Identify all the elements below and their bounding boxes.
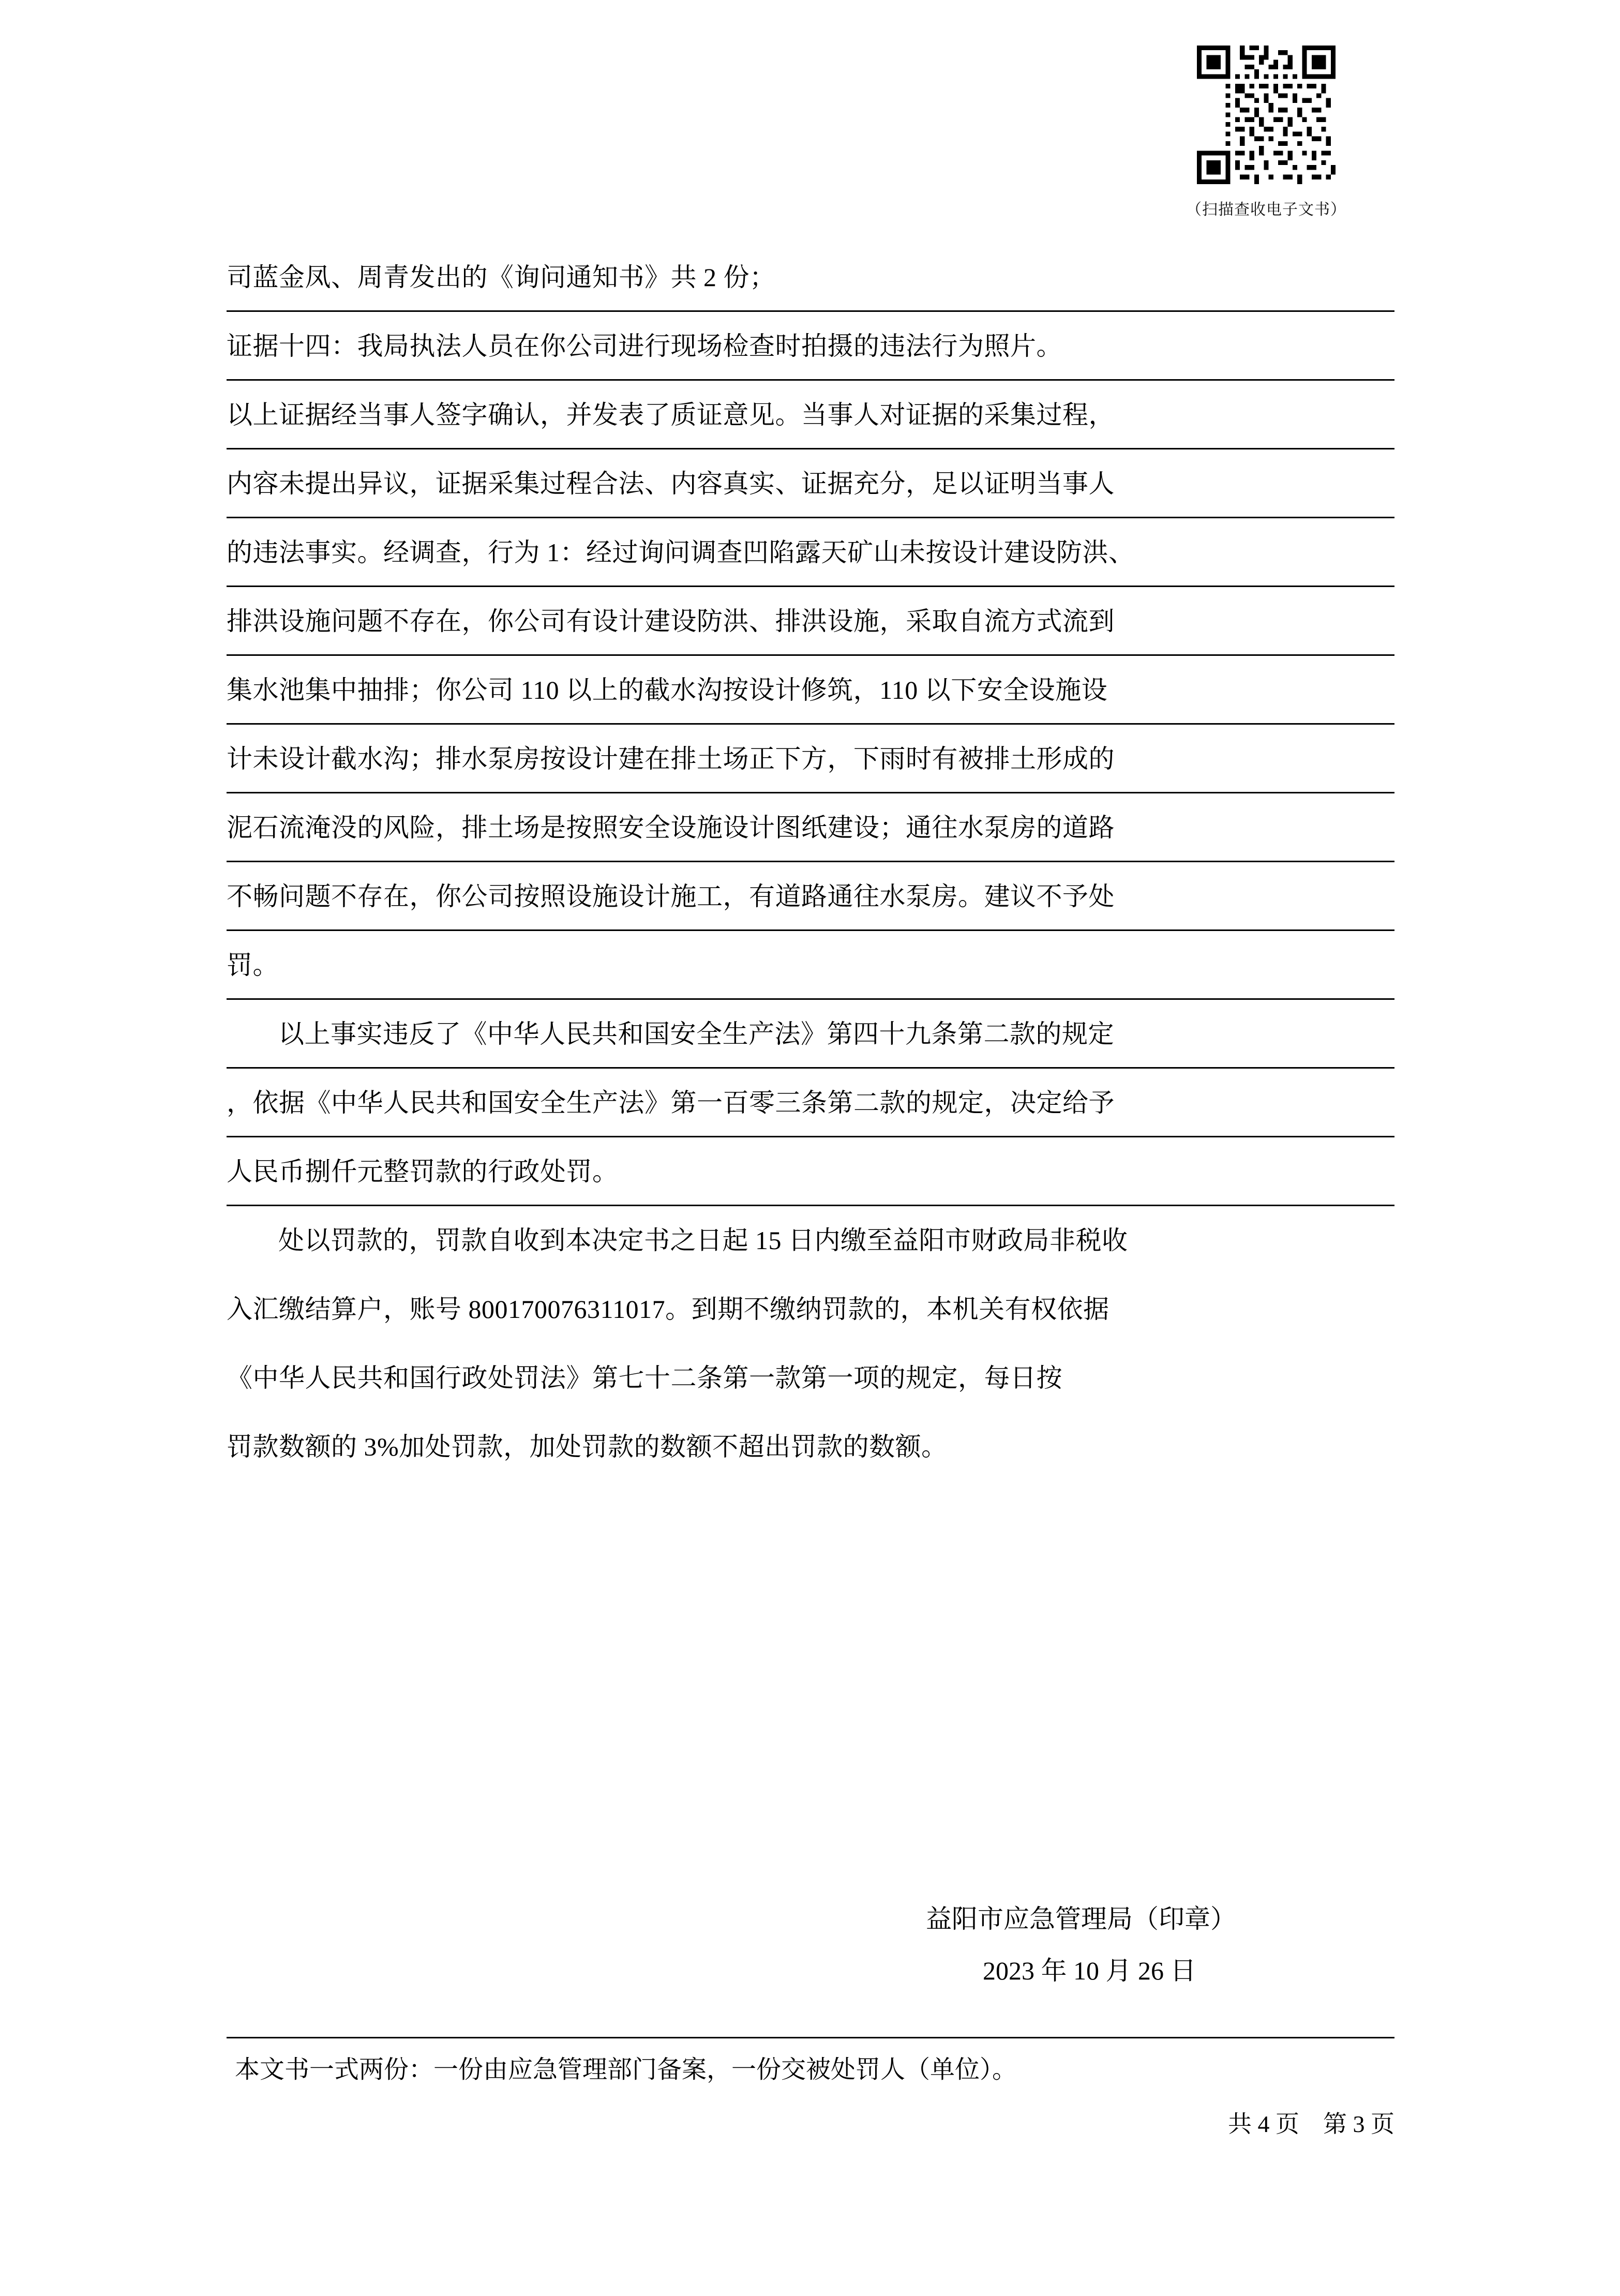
body-line: 计未设计截水沟；排水泵房按设计建在排土场正下方，下雨时有被排土形成的	[227, 725, 1394, 793]
body-line: 内容未提出异议，证据采集过程合法、内容真实、证据充分，足以证明当事人	[227, 449, 1394, 518]
signature-block	[926, 1893, 1391, 1997]
body-line: 不畅问题不存在，你公司按照设施设计施工，有道路通往水泵房。建议不予处	[227, 862, 1394, 931]
body-line: 集水池集中抽排；你公司 110 以上的截水沟按设计修筑，110 以下安全设施设	[227, 656, 1394, 725]
document-body	[227, 243, 1394, 1481]
page-current: 第 3 页	[1323, 2111, 1394, 2137]
payment-line: 处以罚款的，罚款自收到本决定书之日起 15 日内缴至益阳市财政局非税收	[278, 1226, 1128, 1255]
issue-date: 2023 年 10 月 26 日	[983, 1956, 1196, 1985]
footer-divider	[227, 2037, 1394, 2038]
body-line: 排洪设施问题不存在，你公司有设计建设防洪、排洪设施，采取自流方式流到	[227, 587, 1394, 656]
body-line: 以上事实违反了《中华人民共和国安全生产法》第四十九条第二款的规定	[227, 1000, 1394, 1069]
body-line: 泥石流淹没的风险，排土场是按照安全设施设计图纸建设；通往水泵房的道路	[227, 793, 1394, 862]
payment-line: 《中华人民共和国行政处罚法》第七十二条第一款第一项的规定，每日按	[227, 1363, 1062, 1392]
body-line: 以上证据经当事人签字确认，并发表了质证意见。当事人对证据的采集过程，	[227, 381, 1394, 449]
payment-line: 入汇缴结算户，账号 800170076311017。到期不缴纳罚款的，本机关有权依据	[227, 1295, 1109, 1324]
body-line: 的违法事实。经调查，行为 1：经过询问调查凹陷露天矿山未按设计建设防洪、	[227, 518, 1394, 587]
qr-caption: （扫描查收电子文书）	[1186, 201, 1346, 218]
footer-note: 本文书一式两份：一份由应急管理部门备案，一份交被处罚人（单位）。	[235, 2056, 1017, 2083]
qr-code-icon	[1197, 46, 1336, 184]
page-number	[227, 2105, 1400, 2139]
body-line: ，依据《中华人民共和国安全生产法》第一百零三条第二款的规定，决定给予	[227, 1069, 1394, 1137]
qr-block	[1173, 46, 1359, 219]
body-line: 证据十四：我局执法人员在你公司进行现场检查时拍摄的违法行为照片。	[227, 312, 1394, 381]
body-line: 司蓝金凤、周青发出的《询问通知书》共 2 份；	[227, 243, 1394, 312]
page-total: 共 4 页	[1228, 2111, 1299, 2137]
issuing-authority: 益阳市应急管理局（印章）	[926, 1904, 1236, 1933]
body-line: 人民币捌仟元整罚款的行政处罚。	[227, 1137, 1394, 1206]
payment-line: 罚款数额的 3%加处罚款，加处罚款的数额不超出罚款的数额。	[227, 1432, 948, 1461]
body-line: 罚。	[227, 931, 1394, 1000]
